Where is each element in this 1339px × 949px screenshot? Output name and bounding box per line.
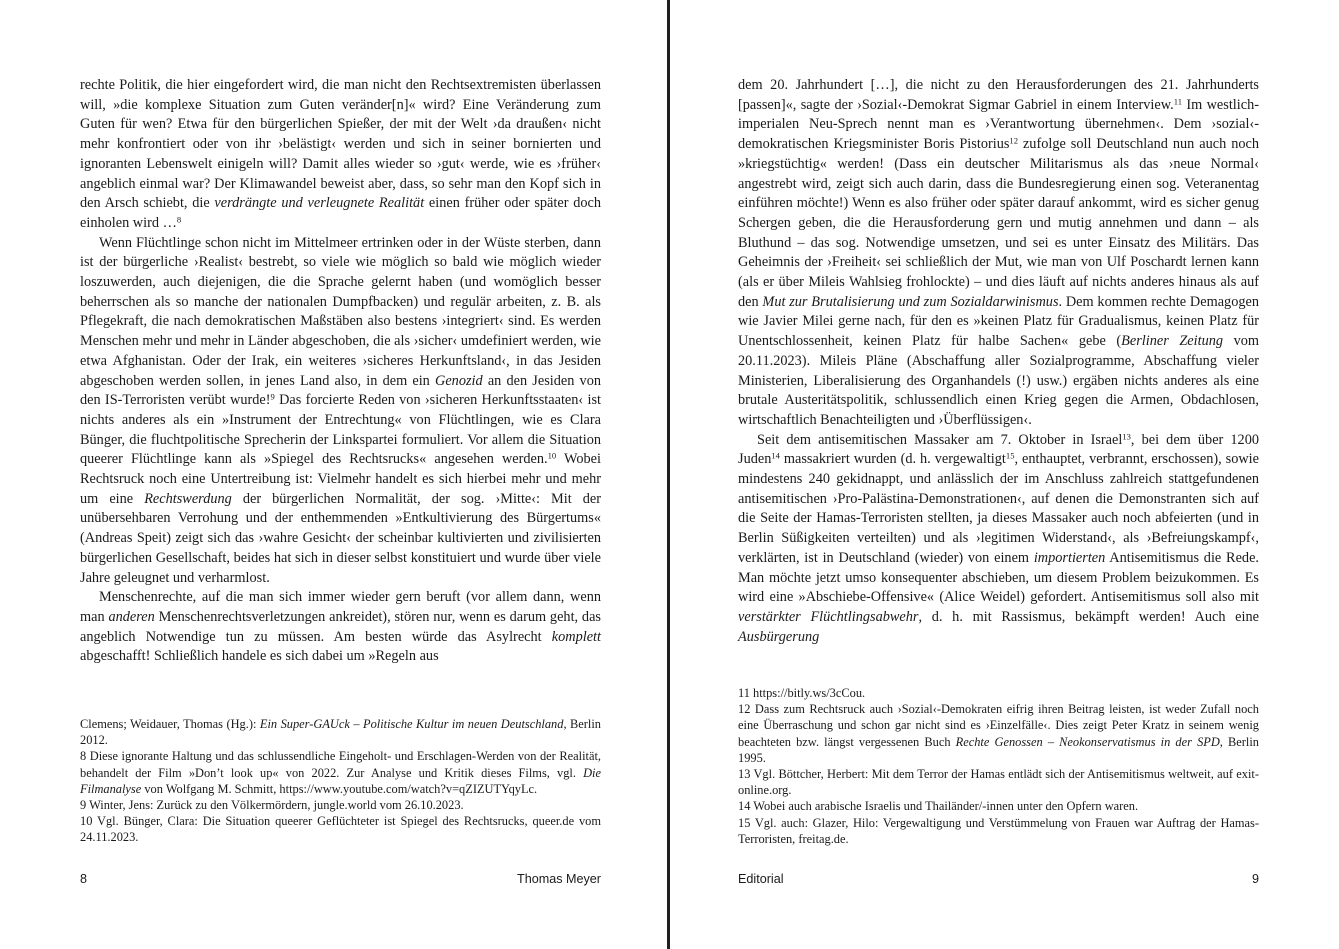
book-gutter-divider xyxy=(667,0,670,949)
footnote-15: 15 Vgl. auch: Glazer, Hilo: Vergewaltigung und Verstümmelung von Frauen war Auftrag der Hamas-Terroristen, freitag.de. xyxy=(738,815,1259,846)
left-paragraph-1: rechte Politik, die hier eingefordert wird, die man nicht den Rechtsextremisten überlassen will, »die komplexe Situation zum Guten veränder[n]« wird? Eine Veränderung zum Guten für wen? Etwa für den bürgerlichen Spießer, der mit der Welt ›da draußen‹ nicht mehr konfrontiert oder von ihr ›belästigt‹ werden und sich in seiner bornierten und ignoranten Lebenswelt einigeln will? Damit alles wieder so ›gut‹ werde, wie es ›früher‹ angeblich einmal war? Der Klimawandel beweist aber, dass, so sehr man den Kopf sich in den Arsch schiebt, die verdrängte und verleugnete Realität einen früher oder später doch einholen wird …$^8$ xyxy=(80,77,601,231)
running-head-section: Editorial xyxy=(738,872,784,886)
page-number-right: 9 xyxy=(1251,872,1259,886)
footnote-11: 11 https://bitly.ws/3cCou. xyxy=(738,686,866,700)
right-paragraph-1: dem 20. Jahrhundert […], die nicht zu den Herausforderungen des 21. Jahrhunderts [passen]«, sagte der ›Sozial‹-Demokrat Sigmar Gabriel in einem Interview.$^{11}$ Im westlich-imperialen Neu-Sprech nennt man es ›Verantwortung übernehmen‹. Dem ›sozial‹-demokratischen Kriegsminister Boris Pistorius$^{12}$ zufolge soll Deutschland nun auch noch »kriegstüchtig« werden! (Dass ein deutscher Militarismus als das ›neue Normal‹ angestrebt wird, zeigt sich auch darin, dass die Bundesregierung einen sog. Veteranentag einführen möchte!) Wenn es also früher oder später darauf ankommt, wird es sicher genug Schergen geben, die die Herausforderung gern und mutig annehmen und dann – als Bluthund – das sog. Notwendige umsetzen, und sei es unter Einsatz des Militärs. Das Geheimnis der ›Freiheit‹ sei schließlich der Mut, wie man von Ulf Poschardt lernen kann (als er über Mileis Wahlsieg frohlockte) – und dies läuft auf nichts anderes hinaus als auf den Mut zur Brutalisierung und zum Sozialdarwinismus. Dem kommen rechte Demagogen wie Javier Milei gerne nach, für den es »keinen Platz für Gradualismus, keinen Platz für Unentschlossenheit, keinen Platz für halbe Sachen« gebe (Berliner Zeitung vom 20.11.2023). Mileis Pläne (Abschaffung aller Sozialprogramme, Abschaffung vieler Ministerien, Liberalisierung des Organhandels (!) usw.) ergäben nichts anderes als eine brutale Austeritätspolitik, schlussendlich einen Krieg gegen die Armen, Obdachlosen, wirtschaftlich Benachteiligten und ›Überflüssigen‹. xyxy=(738,77,1260,428)
left-paragraph-3: Menschenrechte, auf die man sich immer wieder gern beruft (vor allem dann, wenn man anderen Menschenrechtsverletzungen ankreidet), stören nur, wenn es darum geht, das angeblich Notwendige tun zu müssen. Am besten würde das Asylrecht komplett abgeschafft! Schließlich handele es sich dabei um »Regeln aus xyxy=(80,589,601,665)
footnote-9: 9 Winter, Jens: Zurück zu den Völkermördern, jungle.world vom 26.10.2023. xyxy=(80,798,464,813)
left-paragraph-2: Wenn Flüchtlinge schon nicht im Mittelmeer ertrinken oder in der Wüste sterben, dann ist der bürgerliche ›Realist‹ bestrebt, so viele wie möglich so bald wie möglich wieder loszuwerden, auch diejenigen, die die Sprache gelernt haben (und womöglich besser beherrschen als so manche der nationalen Dumpfbacken) und regulär arbeiten, z. B. als Pflegekraft, die nach demokratischen Maßstäben also bestens ›integriert‹ sind. Es werden Menschen mehr und mehr in Länder abgeschoben, die als ›sicher‹ umdefiniert werden, wie etwa Afghanistan. Oder der Irak, ein weiteres ›sicheres Herkunftsland‹, in das Jesiden abgeschoben werden sollen, in jenes Land also, in dem ein Genozid an den Jesiden von den IS-Terroristen verübt wurde!$^9$ Das forcierte Reden von ›sicheren Herkunftsstaaten‹ ist nichts anderes als ein »Instrument der Entrechtung« von Flüchtlingen, wie es Clara Bünger, die fluchtpolitische Sprecherin der Linkspartei formuliert. Vor allem die Situation queerer Flüchtlinge kann als »Spiegel des Rechtsrucks« angesehen werden.$^{10}$ Wobei Rechtsruck noch eine Untertreibung ist: Vielmehr handelt es sich hierbei mehr und mehr um eine Rechtswerdung der bürgerlichen Normalität, der sog. ›Mitte‹: Mit der unübersehbaren Verrohung und der enthemmenden »Entkultivierung des Bürgertums« (Andreas Speit) zeigt sich das ›wahre Gesicht‹ der scheinbar kultivierten und zivilisierten bürgerlichen Gesellschaft, beides hat sich in dieser selbst konstituiert und wurde über viele Jahre geleugnet und verharmlost. xyxy=(80,234,602,586)
left-body-text xyxy=(80,76,601,667)
footnote-8: 8 Diese ignorante Haltung und das schlussendliche Eingeholt- und Erschlagen-Werden von der Realität, behandelt der Film »Don’t look up« von 2022. Zur Analyse und Kritik dieses Films, vgl. Die Filmanalyse von Wolfgang M. Schmitt, https://www.youtube.com/watch?v=qZIZUTYqyLc. xyxy=(80,749,601,796)
footnote-10: 10 Vgl. Bünger, Clara: Die Situation queerer Geflüchteter ist Spiegel des Rechtsrucks, queer.de vom 24.11.2023. xyxy=(80,814,601,845)
page-number-left: 8 xyxy=(80,872,88,886)
footnote-12: 12 Dass zum Rechtsruck auch ›Sozial‹-Demokraten eifrig ihren Beitrag leisten, ist weder Zufall noch eine Überraschung und schon gar nicht sind es ›Einzelfälle‹. Dies zeigt Peter Kratz in seinem wenig beachteten bzw. längst vergessenen Buch Rechte Genossen – Neokonservatismus in der SPD, Berlin 1995. xyxy=(738,702,1260,765)
left-footnote-continued: Clemens; Weidauer, Thomas (Hg.): Ein Super-GAUck – Politische Kultur im neuen Deutschland, Berlin 2012. xyxy=(80,717,602,748)
right-body-text xyxy=(738,76,1259,647)
right-paragraph-2: Seit dem antisemitischen Massaker am 7. Oktober in Israel$^{13}$, bei dem über 1200 Juden$^{14}$ massakriert wurden (d. h. vergewaltigt$^{15}$, enthauptet, verbrannt, erschossen), sowie mindestens 240 gekidnappt, und anlässlich der im Anschluss zahlreich stattgefundenen antisemitischen ›Pro-Palästina-Demonstrationen‹, auf denen die Demonstranten sich auf die Seite der Hamas-Terroristen stellten, ja dieses Massaker auch noch abfeierten (und in Berlin Süßigkeiten verteilten) und als ›legitimen Widerstand‹, als ›Befreiungskampf‹, verklärten, ist in Deutschland (wieder) von einem importierten Antisemitismus die Rede. Man möchte jetzt umso konsequenter abschieben, um diesem Problem beizukommen. Es wird eine »Abschiebe-Offensive« (Alice Weidel) gefordert. Antisemitismus soll also mit verstärkter Flüchtlingsabwehr, d. h. mit Rassismus, bekämpft werden! Auch eine Ausbürgerung xyxy=(738,430,1259,645)
footnote-14: 14 Wobei auch arabische Israelis und Thailänder/-innen unter den Opfern waren. xyxy=(738,799,1139,814)
running-head-author: Thomas Meyer xyxy=(517,872,601,886)
left-footnotes xyxy=(80,716,601,846)
footnote-13: 13 Vgl. Böttcher, Herbert: Mit dem Terror der Hamas entlädt sich der Antisemitismus weltweit, auf exit-online.org. xyxy=(738,767,1259,798)
right-footnotes xyxy=(738,685,1259,847)
